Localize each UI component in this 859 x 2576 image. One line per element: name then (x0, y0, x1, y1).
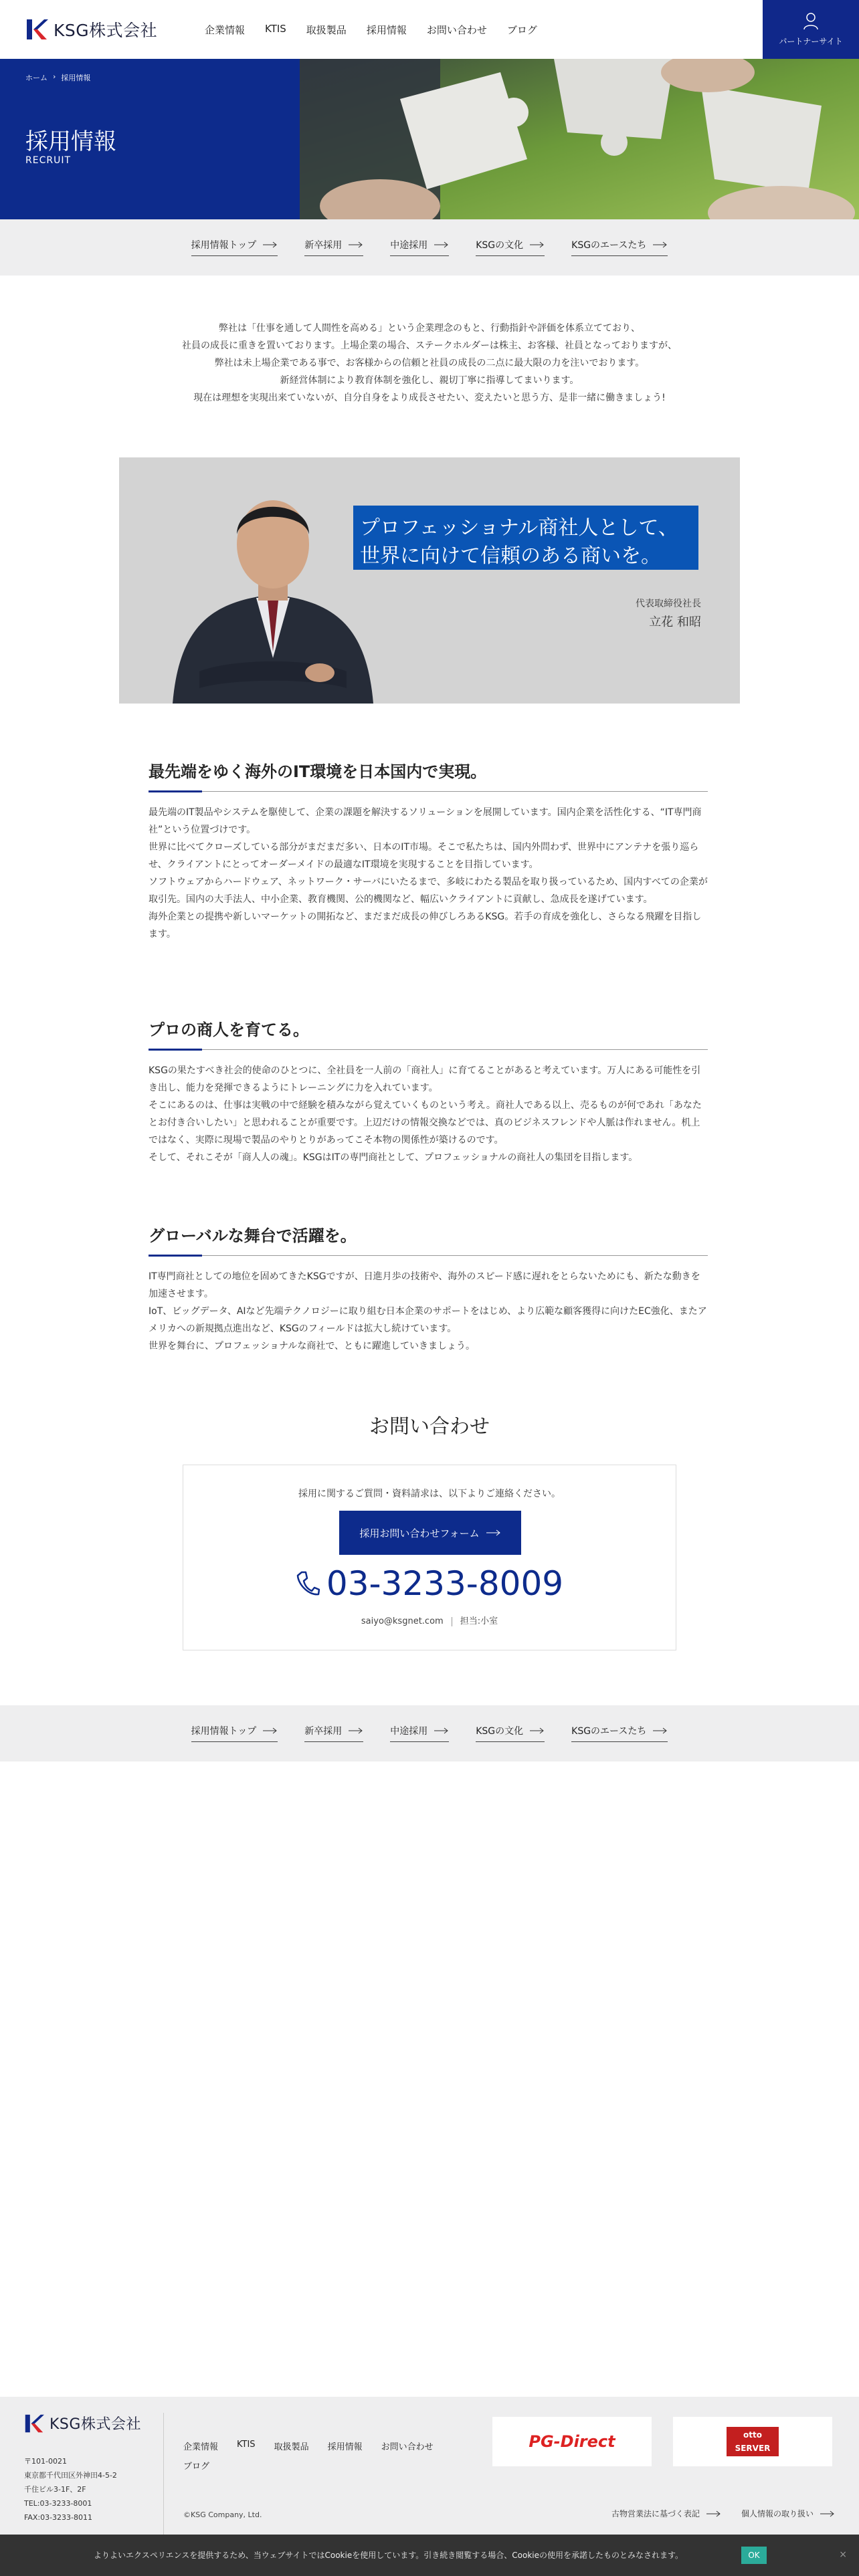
hero-image (300, 59, 859, 219)
arrow-right-icon (434, 1727, 449, 1734)
section-merchant-training (149, 1016, 708, 1166)
address-line: 東京都千代田区外神田4-5-2 (24, 2471, 117, 2480)
subnav-label: KSGのエースたち (571, 240, 647, 251)
page-title: 採用情報 (25, 128, 116, 155)
ceo-headline (353, 506, 698, 570)
address-tel: TEL:03-3233-8001 (24, 2499, 92, 2508)
intro-line: 現在は理想を実現出来ていないが、自分自身をより成長させたい、変えたいと思う方、是非一緒に働きましょう! (193, 393, 666, 403)
section-title: プロの商人を育てる。 (149, 1016, 708, 1050)
ceo-photo (119, 457, 740, 704)
section-title: グローバルな舞台で活躍を。 (149, 1222, 708, 1256)
subnav-label: 新卒採用 (304, 1726, 343, 1737)
subnav-recruit-top[interactable] (191, 1724, 278, 1742)
footer-nav-company[interactable]: 企業情報 (183, 2442, 219, 2452)
otto-text: otto (743, 2430, 762, 2440)
breadcrumb-home[interactable]: ホーム (25, 74, 47, 82)
arrow-right-icon (486, 1529, 501, 1536)
subnav-new-grad[interactable] (304, 238, 363, 256)
subnav-label: 採用情報トップ (191, 240, 257, 251)
nav-ktis[interactable]: KTIS (265, 23, 286, 35)
subnav-culture[interactable] (476, 238, 545, 256)
ceo-name: 立花 和昭 (649, 615, 701, 629)
otto-server-logo (727, 2427, 779, 2456)
section-paragraph: IT専門商社としての地位を固めてきたKSGですが、日進月歩の技術や、海外のスピード感に遅れをとらないためにも、新たな動きを加速させます。 (149, 1271, 700, 1299)
address-line: 〒101-0021 (24, 2457, 67, 2466)
section-paragraph: そして、それこそが「商人人の魂」。KSGはITの専門商社として、プロフェッショナルの商社人の集団を目指します。 (149, 1152, 638, 1163)
footer-divider (163, 2413, 164, 2540)
footer-nav-recruit[interactable]: 採用情報 (327, 2442, 363, 2452)
breadcrumb (25, 72, 90, 83)
puzzle-hands-image (300, 59, 859, 219)
arrow-right-icon (434, 241, 449, 248)
section-title: 最先端をゆく海外のIT環境を日本国内で実現。 (149, 758, 708, 792)
section-paragraph: 世界に比べてクローズしている部分がまだまだ多い、日本のIT市場。そこで私たちは、国内外問わず、世界中にアンテナを張り巡らせ、クライアントにとってオーダーメイドの最適なIT環境を実現することを目指しています。 (149, 842, 699, 870)
nav-products[interactable]: 取扱製品 (306, 24, 347, 36)
subnav-mid-career[interactable] (390, 238, 449, 256)
nav-recruit[interactable]: 採用情報 (366, 24, 407, 36)
footer-logo-text: KSG株式会社 (50, 2416, 141, 2433)
footer-nav-products[interactable]: 取扱製品 (274, 2442, 309, 2452)
contact-meta (183, 1614, 676, 1626)
subnav-aces[interactable] (571, 238, 668, 256)
site-header (0, 0, 859, 59)
pg-direct-logo: PG-Direct (529, 2432, 615, 2451)
intro-line: 弊社は未上場企業である事で、お客様からの信頼と社員の成長の二点に最大限の力を注いでおります。 (214, 358, 645, 368)
arrow-right-icon (706, 2510, 721, 2517)
phone-icon (296, 1570, 320, 1597)
server-text: SERVER (735, 2444, 771, 2453)
global-nav (205, 23, 537, 37)
subnav-recruit-top[interactable] (191, 238, 278, 256)
ksg-logo-icon (24, 2413, 44, 2434)
footer-logo[interactable] (24, 2413, 141, 2434)
subnav-label: 中途採用 (390, 1726, 428, 1737)
arrow-right-icon (820, 2510, 835, 2517)
section-paragraph: ソフトウェアからハードウェア、ネットワーク・サーバにいたるまで、多岐にわたる製品を取り扱っているため、国内すべての企業が取引先。国内の大手法人、中小企業、教育機関、公的機関など、幅広いクライアントに貢献し、急成長を遂げています。 (149, 877, 708, 905)
cookie-banner (0, 2535, 859, 2576)
section-global (149, 1222, 708, 1355)
arrow-right-icon (530, 1727, 545, 1734)
antique-law-link[interactable] (611, 2508, 721, 2519)
address-line: 千住ビル3-1F、2F (24, 2485, 86, 2494)
arrow-right-icon (653, 241, 668, 248)
subnav-label: KSGの文化 (476, 240, 524, 251)
section-paragraph: IoT、ビッグデータ、AIなど先端テクノロジーに取り組む日本企業のサポートをはじめ、より広範な顧客獲得に向けたEC強化、またアメリカへの新規拠点進出など、KSGのフィールドは拡大し続けています。 (149, 1306, 707, 1334)
contact-lead: 採用に関するご質問・資料請求は、以下よりご連絡ください。 (298, 1489, 561, 1499)
footer-nav-ktis[interactable]: KTIS (237, 2440, 256, 2450)
user-icon (803, 12, 819, 31)
otto-server-banner[interactable] (673, 2417, 832, 2466)
subnav-label: KSGの文化 (476, 1726, 524, 1737)
contact-form-button[interactable] (339, 1511, 521, 1555)
subnav-culture[interactable] (476, 1724, 545, 1742)
partner-site-button[interactable] (763, 0, 859, 59)
recruit-subnav-top (0, 219, 859, 276)
phone-link[interactable] (183, 1564, 676, 1603)
section-paragraph: KSGの果たすべき社会的使命のひとつに、全社員を一人前の「商社人」に育てることがあると考えています。万人にある可能性を引き出し、能力を発揮できるようにトレーニングに力を入れています。 (149, 1065, 701, 1093)
subnav-mid-career[interactable] (390, 1724, 449, 1742)
section-body (149, 804, 708, 943)
section-paragraph: 海外企業との提携や新しいマーケットの開拓など、まだまだ成長の伸びしろあるKSG。若手の育成を強化し、さらなる飛躍を目指します。 (149, 911, 702, 940)
subnav-label: 新卒採用 (304, 240, 343, 251)
subnav-label: 中途採用 (390, 240, 428, 251)
page-subtitle: RECRUIT (25, 155, 72, 166)
nav-blog[interactable]: ブログ (506, 24, 537, 36)
cookie-ok-button[interactable]: OK (741, 2547, 767, 2564)
intro-text (95, 320, 764, 407)
site-logo[interactable] (25, 17, 157, 41)
ceo-headline-line: プロフェッショナル商社人として、 (360, 516, 678, 540)
footer-nav-blog[interactable]: ブログ (183, 2462, 210, 2472)
intro-line: 弊社は「仕事を通して人間性を高める」という企業理念のもと、行動指針や評価を体系立てており、 (219, 323, 640, 334)
subnav-label: KSGのエースたち (571, 1726, 647, 1737)
section-body (149, 1268, 708, 1355)
privacy-link[interactable] (741, 2508, 835, 2519)
arrow-right-icon (263, 1727, 278, 1734)
partner-label: パートナーサイト (779, 37, 843, 46)
cookie-text: よりよいエクスペリエンスを提供するため、当ウェブサイトではCookieを使用しています。引き続き閲覧する場合、Cookieの使用を承諾したものとみなされます。 (94, 2551, 684, 2560)
pg-direct-banner[interactable] (492, 2417, 652, 2466)
copyright: ©KSG Company, Ltd. (183, 2510, 262, 2519)
ceo-message-banner (119, 457, 740, 704)
recruit-subnav-bottom (0, 1705, 859, 1761)
nav-company[interactable]: 企業情報 (205, 24, 246, 36)
ceo-headline-line: 世界に向けて信頼のある商いを。 (360, 544, 661, 568)
company-address (24, 2454, 117, 2525)
link-label: 個人情報の取り扱い (741, 2509, 814, 2518)
contact-heading: お問い合わせ (369, 1415, 490, 1438)
intro-line: 社員の成長に重きを置いております。上場企業の場合、ステークホルダーは株主、お客様、社員となっておりますが、 (181, 340, 678, 351)
ksg-logo-icon (25, 18, 48, 41)
breadcrumb-separator-icon: › (53, 72, 56, 81)
section-body (149, 1062, 708, 1166)
address-fax: FAX:03-3233-8011 (24, 2513, 93, 2522)
section-paragraph: 最先端のIT製品やシステムを駆使して、企業の課題を解決するソリューションを展開しています。国内企業を活性化する、“IT専門商社”という位置づけです。 (149, 807, 702, 835)
section-paragraph: そこにあるのは、仕事は実戦の中で経験を積みながら覚えていくものという考え。商社人である以上、売るものが何であれ「あなたとお付き合いしたい」と思われることが重要です。上辺だけの情報交換などでは、真のビジネスフレンドや人脈は作れません。机上ではなく、実際に現場で製品のやりとりがあってこそ本物の関係性が築けるのです。 (149, 1100, 702, 1146)
ceo-role: 代表取締役社長 (636, 599, 701, 609)
contact-email[interactable]: saiyo@ksgnet.com (361, 1616, 444, 1626)
logo-text: KSG株式会社 (54, 21, 158, 40)
subnav-new-grad[interactable] (304, 1724, 363, 1742)
arrow-right-icon (653, 1727, 668, 1734)
footer-legal-links (611, 2508, 835, 2519)
phone-number: 03-3233-8009 (326, 1564, 564, 1603)
section-it-environment (149, 758, 708, 943)
link-label: 古物営業法に基づく表記 (611, 2509, 700, 2518)
footer-nav (183, 2440, 478, 2472)
contact-box (183, 1465, 676, 1650)
contact-person: 担当:小室 (460, 1616, 498, 1626)
arrow-right-icon (263, 241, 278, 248)
footer-nav-contact[interactable]: お問い合わせ (381, 2442, 434, 2452)
intro-line: 新経営体制により教育体制を強化し、親切丁寧に指導してまいります。 (280, 375, 579, 386)
arrow-right-icon (349, 241, 363, 248)
section-paragraph: 世界を舞台に、プロフェッショナルな商社で、ともに躍進していきましょう。 (149, 1341, 476, 1352)
arrow-right-icon (530, 241, 545, 248)
cookie-close-icon[interactable]: × (839, 2549, 847, 2560)
subnav-aces[interactable] (571, 1724, 668, 1742)
nav-contact[interactable]: お問い合わせ (426, 24, 487, 36)
arrow-right-icon (349, 1727, 363, 1734)
contact-button-label: 採用お問い合わせフォーム (359, 1527, 480, 1539)
breadcrumb-current: 採用情報 (61, 74, 91, 82)
subnav-label: 採用情報トップ (191, 1726, 257, 1737)
